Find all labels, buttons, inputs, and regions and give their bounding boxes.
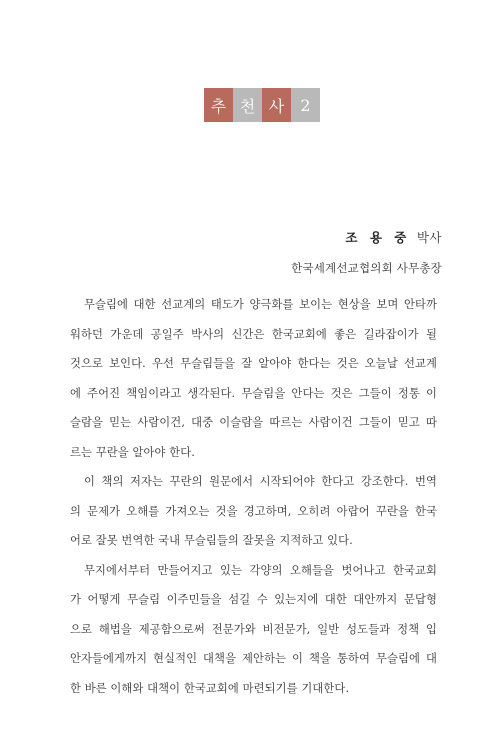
paragraph-3-line-3: 으로 해법을 제공함으로써 전문가와 비전문가, 일반 성도들과 정책 입 xyxy=(70,622,437,636)
paragraph-1-line-2: 워하던 가운데 공일주 박사의 신간은 한국교회에 좋은 길라잡이가 될 xyxy=(70,327,437,341)
paragraph-3-line-4: 안자들에게까지 현실적인 대책을 제안하는 이 책을 통하여 무슬림에 대 xyxy=(70,652,437,665)
title-char-1: 추 xyxy=(204,88,233,122)
author-block xyxy=(291,228,442,276)
paragraph-3-line-1: 무지에서부터 만들어지고 있는 각양의 오해들을 벗어나고 한국교회 xyxy=(84,563,437,577)
author-title: 박사 xyxy=(416,230,442,245)
paragraph-1-line-1: 무슬림에 대한 선교계의 태도가 양극화를 보이는 현상을 보며 안타까 xyxy=(84,298,437,311)
paragraph-2-line-1: 이 책의 저자는 꾸란의 원문에서 시작되어야 한다고 강조한다. 번역 xyxy=(84,475,437,488)
paragraph-2-line-3: 어로 잘못 번역한 국내 무슬림들의 잘못을 지적하고 있다. xyxy=(70,534,353,547)
title-char-3: 사 xyxy=(262,88,291,122)
paragraph-3-line-2: 가 어떻게 무슬림 이주민들을 섬길 수 있는지에 대한 대안까지 문답형 xyxy=(70,593,437,606)
author-line xyxy=(291,228,442,246)
paragraph-1-line-3: 것으로 보인다. 우선 무슬림들을 잘 알아야 한다는 것은 오늘날 선교계 xyxy=(70,357,437,370)
author-role: 한국세계선교협의회 사무총장 xyxy=(291,261,442,275)
paragraph-3-line-5: 한 바른 이해와 대책이 한국교회에 마련되기를 기대한다. xyxy=(70,681,350,695)
title-char-2: 천 xyxy=(233,88,262,122)
paragraph-2-line-2: 의 문제가 오해를 가져오는 것을 경고하며, 오히려 아랍어 꾸란을 한국 xyxy=(70,504,437,518)
paragraph-1-line-4: 에 주어진 책임이라고 생각된다. 무슬림을 안다는 것은 그들이 정통 이 xyxy=(70,386,437,400)
paragraph-1-line-6: 르는 꾸란을 알아야 한다. xyxy=(70,445,195,459)
author-name: 조 용 중 xyxy=(345,230,411,245)
title-char-4: 2 xyxy=(291,88,320,122)
page-title-banner xyxy=(204,88,320,122)
body-text xyxy=(70,290,437,703)
paragraph-1-line-5: 슬람을 믿는 사람이건, 대중 이슬람을 따르는 사람이건 그들이 믿고 따 xyxy=(70,416,437,429)
